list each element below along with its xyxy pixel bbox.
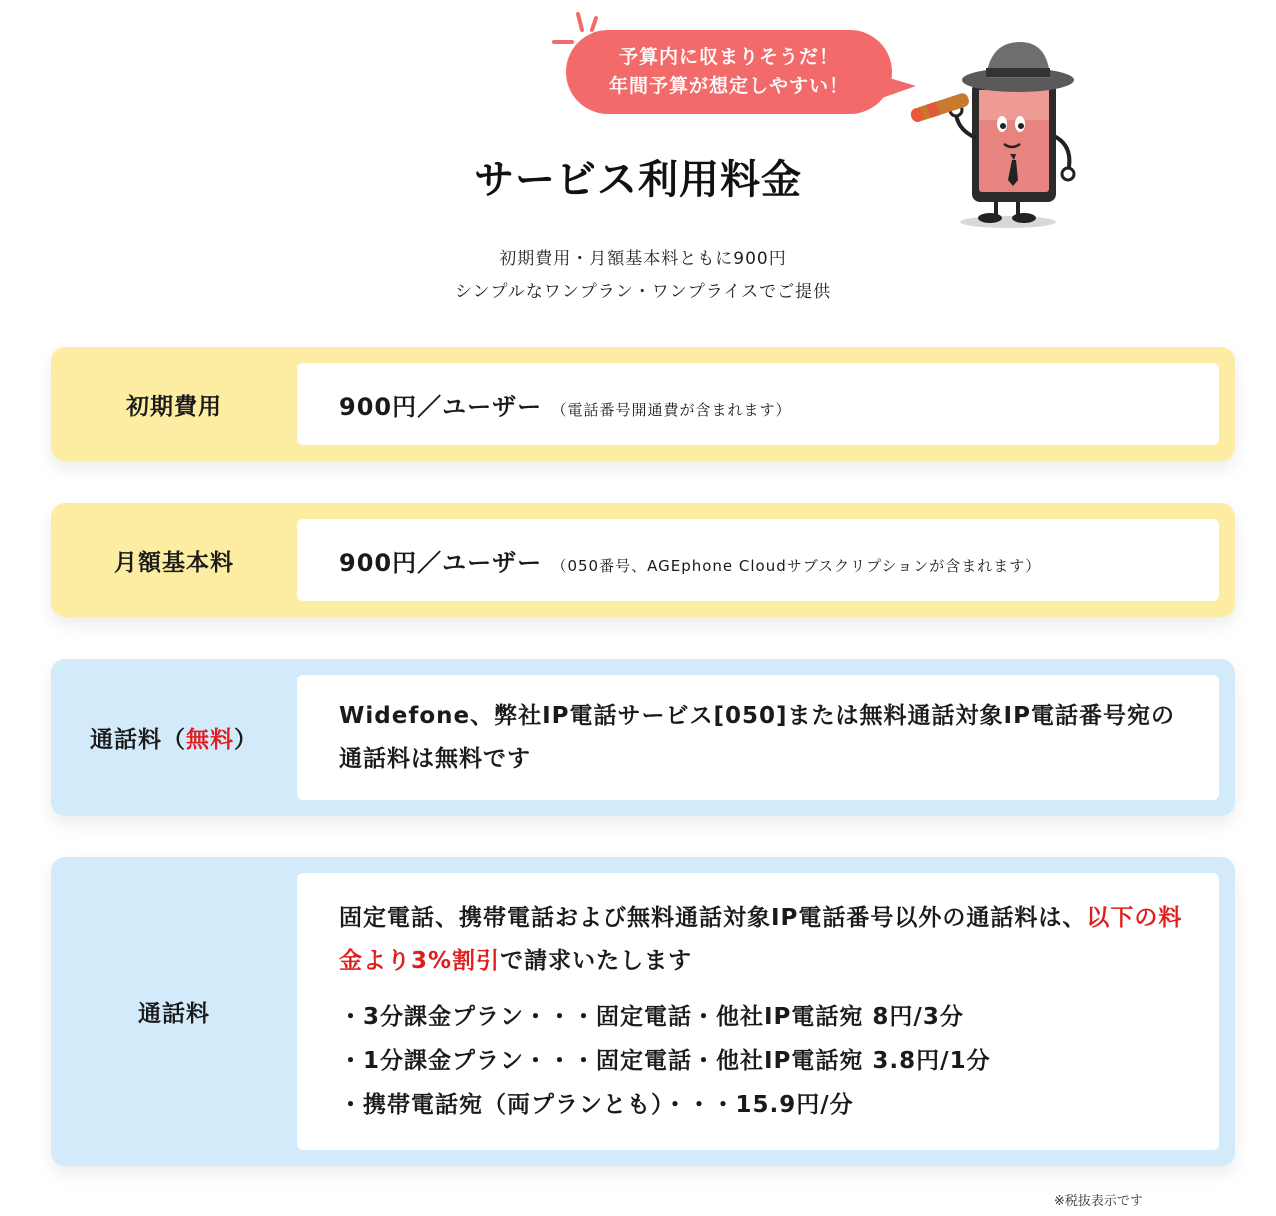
speech-bubble-line-2: 年間予算が想定しやすい！ <box>608 75 849 97</box>
label-free-highlight: 無料 <box>186 727 234 753</box>
speech-bubble <box>566 30 892 114</box>
list-item: ・携帯電話宛（両プランとも）・・・15.9円/分 <box>339 1091 854 1118</box>
label-prefix: 通話料（ <box>90 727 186 753</box>
pricing-row-free-calls <box>51 659 1235 816</box>
row-label-monthly-fee: 月額基本料 <box>114 549 234 576</box>
pricing-row-monthly-fee <box>51 503 1235 617</box>
row-label-initial-fee: 初期費用 <box>126 393 222 420</box>
row-label-free-calls <box>51 659 297 816</box>
price-initial-fee <box>339 387 1189 422</box>
subtitle-line-1: 初期費用・月額基本料ともに900円 <box>499 249 787 269</box>
speech-bubble-line-1: 予算内に収まりそうだ！ <box>618 46 839 68</box>
page-subtitle <box>0 243 1276 309</box>
discount-highlight: 以下の料金より3%割引 <box>339 904 1183 974</box>
list-item: ・3分課金プラン・・・固定電話・他社IP電話宛 8円/3分 <box>339 1003 964 1030</box>
pricing-row-call-charges <box>51 857 1235 1166</box>
row-label-call-charges: 通話料 <box>138 1001 210 1027</box>
intro-text-end: で請求いたします <box>500 947 693 974</box>
row-content-monthly-fee <box>297 519 1219 601</box>
price-value: 900円／ユーザー <box>339 392 543 421</box>
call-charges-intro <box>339 897 1189 983</box>
label-suffix: ） <box>234 727 258 753</box>
row-content-initial-fee <box>297 363 1219 445</box>
price-note: （電話番号開通費が含まれます） <box>551 400 792 419</box>
price-monthly-fee <box>339 543 1189 578</box>
list-item: ・1分課金プラン・・・固定電話・他社IP電話宛 3.8円/1分 <box>339 1047 991 1074</box>
pricing-row-initial-fee <box>51 347 1235 461</box>
rate-list <box>339 995 1189 1127</box>
row-content-free-calls <box>297 675 1219 800</box>
tax-footnote: ※税抜表示です <box>1054 1194 1143 1209</box>
subtitle-line-2: シンプルなワンプラン・ワンプライスでご提供 <box>454 282 832 302</box>
free-calls-description: Widefone、弊社IP電話サービス[050]または無料通話対象IP電話番号宛の通話料は無料です <box>339 702 1175 772</box>
page-title: サービス利用料金 <box>474 157 802 203</box>
price-value: 900円／ユーザー <box>339 548 543 577</box>
row-content-call-charges <box>297 873 1219 1150</box>
price-note: （050番号、AGEphone Cloudサブスクリプションが含まれます） <box>551 556 1042 575</box>
intro-text: 固定電話、携帯電話および無料通話対象IP電話番号以外の通話料は、 <box>339 904 1087 931</box>
